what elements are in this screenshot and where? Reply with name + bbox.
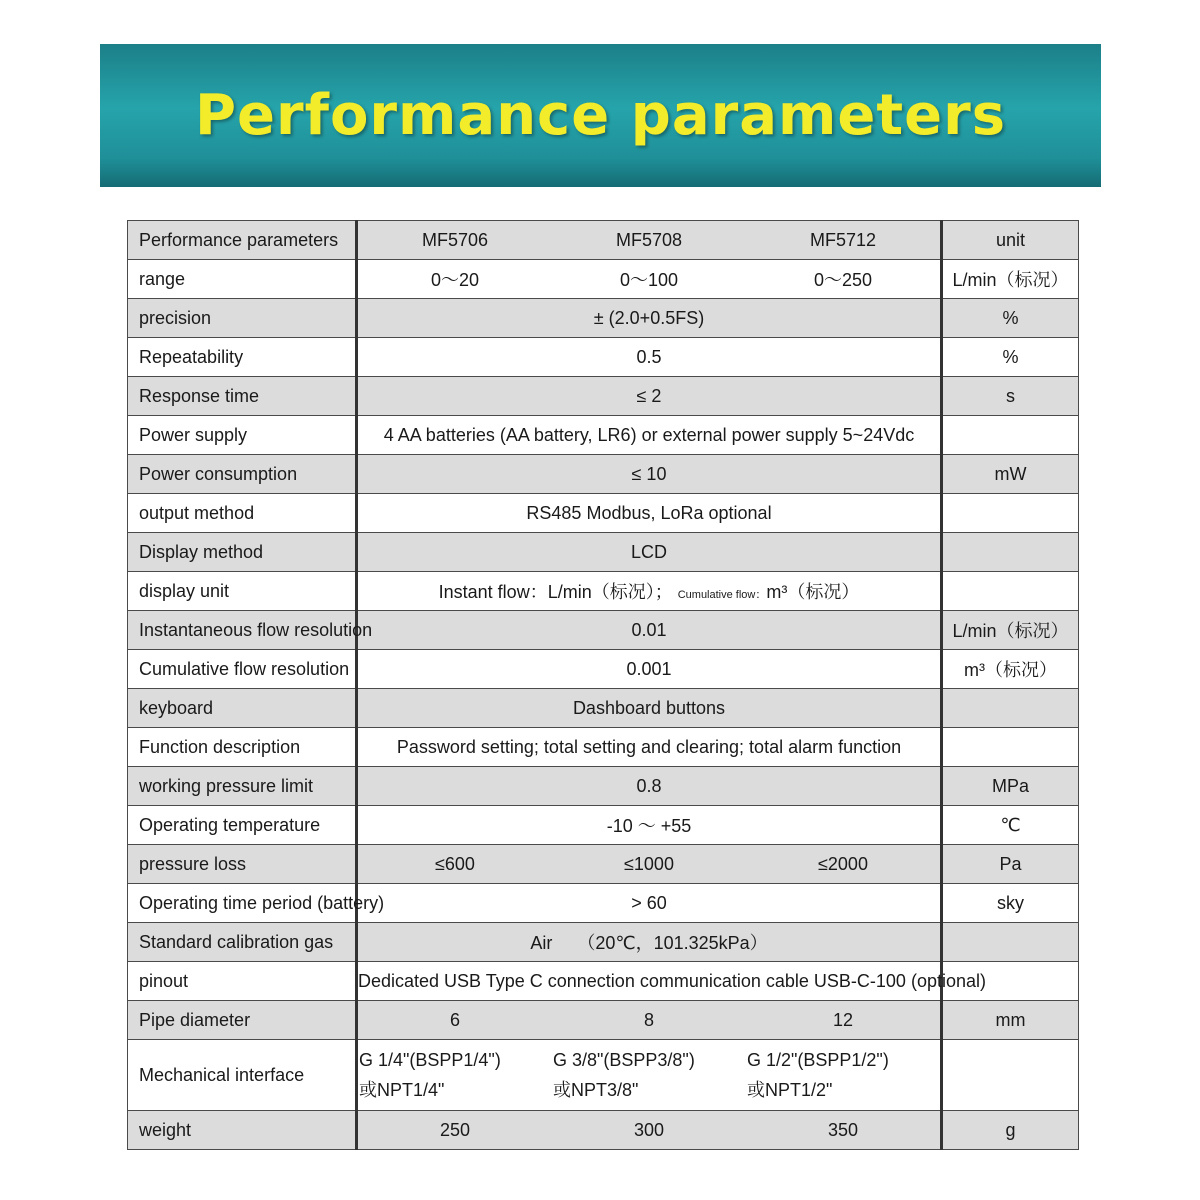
mech-line: G 1/4"(BSPP1/4") <box>358 1050 501 1070</box>
row-unit: % <box>942 299 1079 338</box>
header-model: MF5712 <box>809 229 877 250</box>
table-row <box>128 533 1079 572</box>
row-value: LCD <box>357 533 942 572</box>
row-value: 8 <box>643 1009 654 1030</box>
row-value <box>357 923 942 962</box>
mech-interface-cell <box>553 1045 745 1105</box>
mech-interface-cell <box>747 1045 939 1105</box>
row-value: 0～250 <box>813 270 873 290</box>
row-unit <box>942 689 1079 728</box>
row-unit: ℃ <box>942 806 1079 845</box>
row-unit: mW <box>942 455 1079 494</box>
table-row <box>128 923 1079 962</box>
row-value: 0.001 <box>357 650 942 689</box>
row-value: 0～20 <box>430 270 480 290</box>
row-label: Pipe diameter <box>128 1001 357 1040</box>
row-label: working pressure limit <box>128 767 357 806</box>
row-value: 0～100 <box>619 270 679 290</box>
table-row <box>128 299 1079 338</box>
row-unit: sky <box>942 884 1079 923</box>
row-label: Instantaneous flow resolution <box>128 611 357 650</box>
instant-flow-unit: L/min（标况）； <box>547 582 673 602</box>
table-row <box>128 611 1079 650</box>
row-label: pressure loss <box>128 845 357 884</box>
row-label: Operating temperature <box>128 806 357 845</box>
row-value: 350 <box>827 1119 859 1140</box>
row-unit: g <box>942 1111 1079 1150</box>
row-unit: L/min（标况） <box>942 611 1079 650</box>
row-label: precision <box>128 299 357 338</box>
row-label: Power supply <box>128 416 357 455</box>
table-row <box>128 494 1079 533</box>
table-row <box>128 650 1079 689</box>
calibration-conditions: （20℃，101.325kPa） <box>577 933 768 953</box>
table-row <box>128 260 1079 299</box>
row-unit: % <box>942 338 1079 377</box>
row-value: ≤1000 <box>624 853 674 874</box>
header-label: Performance parameters <box>128 221 357 260</box>
page-title: Performance parameters <box>194 83 1007 148</box>
table-row <box>128 1001 1079 1040</box>
mech-line: 或NPT1/2" <box>746 1080 833 1100</box>
row-value: 6 <box>449 1009 460 1030</box>
table-row <box>128 1040 1079 1111</box>
row-value: Dedicated USB Type C connection communication cable USB-C-100 (optional) <box>357 962 942 1001</box>
performance-table <box>127 220 1079 1150</box>
table-row <box>128 689 1079 728</box>
table-row <box>128 455 1079 494</box>
table-row <box>128 377 1079 416</box>
row-label: range <box>128 260 357 299</box>
row-value: ≤600 <box>435 853 475 874</box>
row-value: > 60 <box>357 884 942 923</box>
row-label: Repeatability <box>128 338 357 377</box>
row-label: Operating time period (battery) <box>128 884 357 923</box>
row-unit <box>942 728 1079 767</box>
row-value: 12 <box>832 1009 853 1030</box>
instant-flow-label: Instant flow： <box>438 582 548 602</box>
table-row <box>128 806 1079 845</box>
cumulative-flow-label: Cumulative flow： <box>677 589 767 601</box>
row-label: keyboard <box>128 689 357 728</box>
row-value: 300 <box>633 1119 665 1140</box>
mech-line: G 3/8"(BSPP3/8") <box>552 1050 695 1070</box>
row-label: Display method <box>128 533 357 572</box>
row-label: Standard calibration gas <box>128 923 357 962</box>
row-value: ≤ 2 <box>357 377 942 416</box>
row-value: ≤2000 <box>818 853 868 874</box>
mech-line: G 1/2"(BSPP1/2") <box>746 1050 889 1070</box>
row-value: 250 <box>439 1119 471 1140</box>
title-banner <box>100 44 1101 187</box>
row-value: ≤ 10 <box>357 455 942 494</box>
row-unit <box>942 1040 1079 1111</box>
row-label: output method <box>128 494 357 533</box>
row-unit: m³（标况） <box>942 650 1079 689</box>
table-header-row <box>128 221 1079 260</box>
row-label: pinout <box>128 962 357 1001</box>
row-label: weight <box>128 1111 357 1150</box>
row-value <box>357 572 942 611</box>
table-row <box>128 767 1079 806</box>
mech-line: 或NPT3/8" <box>552 1080 639 1100</box>
table-row <box>128 1111 1079 1150</box>
row-value: 4 AA batteries (AA battery, LR6) or external power supply 5~24Vdc <box>357 416 942 455</box>
table-row <box>128 338 1079 377</box>
row-value: Password setting; total setting and clearing; total alarm function <box>357 728 942 767</box>
header-unit: unit <box>942 221 1079 260</box>
header-model: MF5708 <box>615 229 683 250</box>
row-unit <box>942 923 1079 962</box>
row-value: 0.8 <box>357 767 942 806</box>
row-value: ± (2.0+0.5FS) <box>357 299 942 338</box>
row-label: display unit <box>128 572 357 611</box>
row-unit <box>942 416 1079 455</box>
row-unit: MPa <box>942 767 1079 806</box>
row-unit <box>942 533 1079 572</box>
row-value: Dashboard buttons <box>357 689 942 728</box>
row-unit: Pa <box>942 845 1079 884</box>
row-label: Function description <box>128 728 357 767</box>
row-value: RS485 Modbus, LoRa optional <box>357 494 942 533</box>
row-unit: s <box>942 377 1079 416</box>
row-unit <box>942 572 1079 611</box>
row-label: Response time <box>128 377 357 416</box>
row-value: 0.01 <box>357 611 942 650</box>
row-value: 0.5 <box>357 338 942 377</box>
row-label: Mechanical interface <box>128 1040 357 1111</box>
table-row <box>128 845 1079 884</box>
header-model: MF5706 <box>421 229 489 250</box>
cumulative-flow-unit: m³（标况） <box>766 582 860 602</box>
table-row <box>128 728 1079 767</box>
mech-line: 或NPT1/4" <box>358 1080 445 1100</box>
table-row <box>128 962 1079 1001</box>
table-row <box>128 572 1079 611</box>
row-unit <box>942 494 1079 533</box>
row-label: Power consumption <box>128 455 357 494</box>
table-row <box>128 884 1079 923</box>
table-row <box>128 416 1079 455</box>
row-label: Cumulative flow resolution <box>128 650 357 689</box>
row-unit: mm <box>942 1001 1079 1040</box>
calibration-gas: Air <box>530 933 553 953</box>
row-value: -10 ～ +55 <box>357 806 942 845</box>
row-unit: L/min（标况） <box>942 260 1079 299</box>
mech-interface-cell <box>359 1045 551 1105</box>
